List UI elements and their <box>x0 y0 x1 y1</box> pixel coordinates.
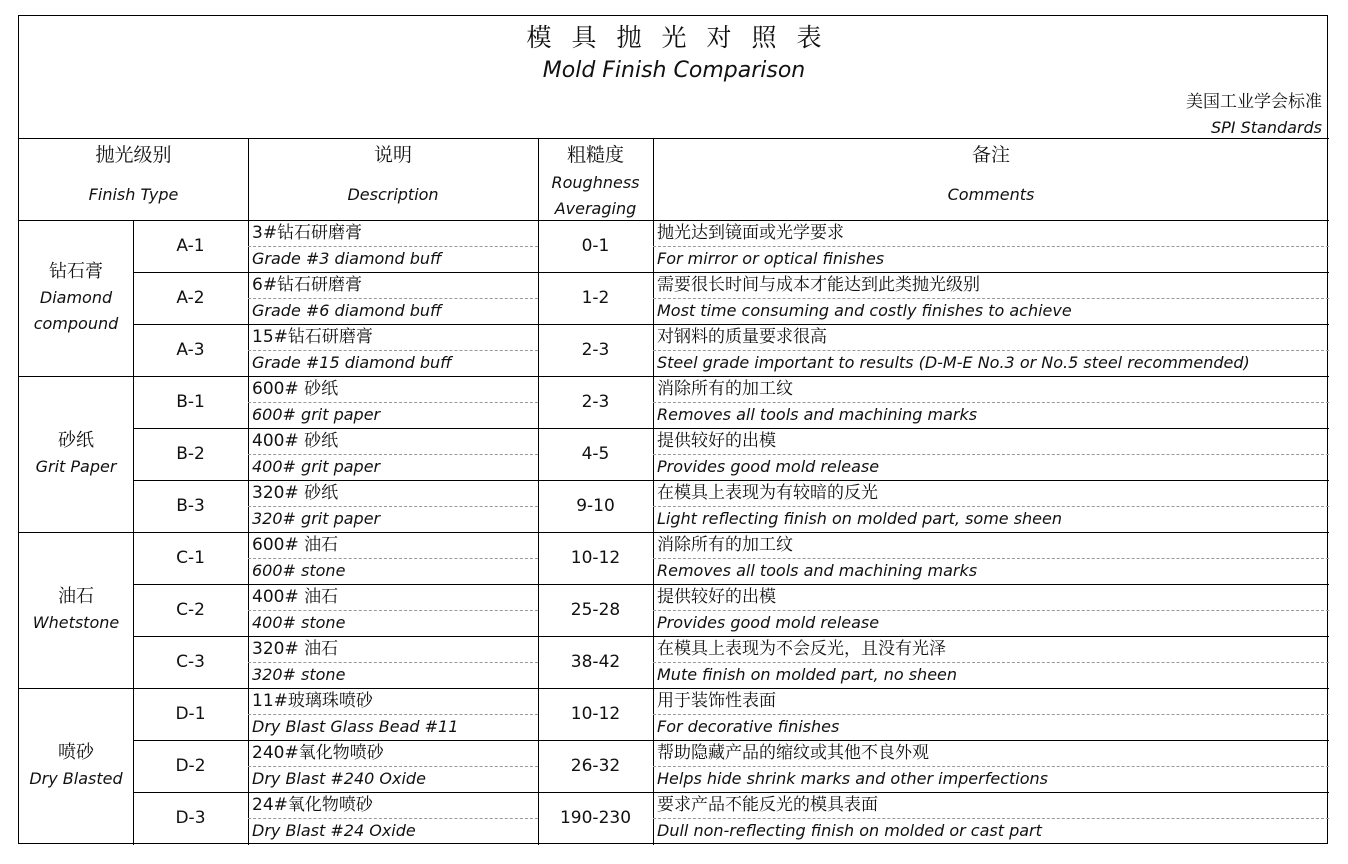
description-cn: 3#钻石研磨膏 <box>252 223 363 243</box>
description-en: Dry Blast Glass Bead #11 <box>252 717 459 736</box>
finish-code: B-2 <box>176 444 205 464</box>
header-divider <box>19 138 1329 139</box>
comment-en: For decorative finishes <box>657 717 840 736</box>
description-en: 400# stone <box>252 613 346 632</box>
finish-code: B-3 <box>176 496 205 516</box>
comment-cn: 在模具上表现为有较暗的反光 <box>657 483 878 503</box>
row-half-divider <box>248 246 538 247</box>
row-half-divider <box>248 662 538 663</box>
roughness-value: 38-42 <box>570 652 621 672</box>
comment-en: For mirror or optical finishes <box>657 249 885 268</box>
comment-en: Provides good mold release <box>657 613 880 632</box>
finish-group-name-en: Dry Blasted <box>29 769 123 788</box>
comment-en: Steel grade important to results (D-M-E No.3 or No.5 steel recommended) <box>657 353 1250 372</box>
finish-group-name-cn: 砂纸 <box>58 430 94 451</box>
roughness-value: 25-28 <box>570 600 621 620</box>
header-description-cn: 说明 <box>373 144 412 166</box>
row-half-divider <box>248 558 538 559</box>
row-half-divider <box>653 350 1329 351</box>
description-cn: 600# 砂纸 <box>252 379 339 399</box>
header-roughness-cn: 粗糙度 <box>566 144 624 166</box>
description-cn: 600# 油石 <box>252 535 339 555</box>
description-cn: 15#钻石研磨膏 <box>252 327 373 347</box>
comment-cn: 消除所有的加工纹 <box>657 535 793 555</box>
finish-group-name-en: Whetstone <box>32 613 120 632</box>
page-subtitle: Mold Finish Comparison <box>542 58 806 83</box>
row-half-divider <box>653 558 1329 559</box>
roughness-value: 10-12 <box>570 548 621 568</box>
roughness-value: 2-3 <box>581 392 610 412</box>
header-comments-cn: 备注 <box>971 144 1010 166</box>
finish-code: D-1 <box>175 704 206 724</box>
row-half-divider <box>653 298 1329 299</box>
comment-cn: 要求产品不能反光的模具表面 <box>657 795 878 815</box>
comment-cn: 提供较好的出模 <box>657 431 776 451</box>
description-en: Grade #3 diamond buff <box>252 249 442 268</box>
row-half-divider <box>248 298 538 299</box>
finish-group <box>19 376 133 532</box>
comment-cn: 抛光达到镜面或光学要求 <box>657 223 844 243</box>
page-title: 模具抛光对照表 <box>526 23 842 52</box>
comment-en: Most time consuming and costly finishes to achieve <box>657 301 1072 320</box>
header-finish-type-en: Finish Type <box>88 185 179 204</box>
description-en: Dry Blast #240 Oxide <box>252 769 426 788</box>
description-cn: 400# 砂纸 <box>252 431 339 451</box>
description-en: 600# grit paper <box>252 405 381 424</box>
description-en: 320# stone <box>252 665 346 684</box>
standard-label-en: SPI Standards <box>1210 118 1322 137</box>
roughness-value: 2-3 <box>581 340 610 360</box>
roughness-value: 0-1 <box>581 236 610 256</box>
header-description-en: Description <box>347 185 439 204</box>
description-cn: 320# 油石 <box>252 639 339 659</box>
row-half-divider <box>248 610 538 611</box>
finish-group-name-en: compound <box>33 314 119 333</box>
row-half-divider <box>653 402 1329 403</box>
description-en: 320# grit paper <box>252 509 381 528</box>
finish-code: D-2 <box>175 756 206 776</box>
row-half-divider <box>248 766 538 767</box>
row-half-divider <box>248 350 538 351</box>
finish-group-name-cn: 喷砂 <box>58 742 94 763</box>
finish-code: C-2 <box>176 600 205 620</box>
finish-group <box>19 220 133 376</box>
row-half-divider <box>248 402 538 403</box>
comment-cn: 消除所有的加工纹 <box>657 379 793 399</box>
description-en: 600# stone <box>252 561 346 580</box>
comment-cn: 对钢料的质量要求很高 <box>657 327 827 347</box>
header-averaging-en: Averaging <box>554 199 637 218</box>
comment-cn: 在模具上表现为不会反光，且没有光泽 <box>657 639 946 659</box>
comment-en: Light reflecting finish on molded part, some sheen <box>657 509 1063 528</box>
finish-comparison-table <box>18 15 1328 844</box>
row-half-divider <box>653 506 1329 507</box>
finish-code: B-1 <box>176 392 205 412</box>
roughness-value: 9-10 <box>576 496 615 516</box>
row-half-divider <box>248 506 538 507</box>
description-en: Grade #6 diamond buff <box>252 301 442 320</box>
header-roughness-en: Roughness <box>551 173 640 192</box>
comment-en: Removes all tools and machining marks <box>657 405 978 424</box>
description-cn: 320# 砂纸 <box>252 483 339 503</box>
description-cn: 240#氧化物喷砂 <box>252 743 384 763</box>
description-en: Grade #15 diamond buff <box>252 353 452 372</box>
column-divider <box>653 138 654 845</box>
row-half-divider <box>653 246 1329 247</box>
finish-group <box>19 532 133 688</box>
row-half-divider <box>653 766 1329 767</box>
finish-code: C-3 <box>176 652 205 672</box>
header-comments-en: Comments <box>947 185 1035 204</box>
comment-en: Dull non-reflecting finish on molded or cast part <box>657 821 1042 840</box>
description-cn: 11#玻璃珠喷砂 <box>252 691 373 711</box>
roughness-value: 1-2 <box>581 288 610 308</box>
row-half-divider <box>653 818 1329 819</box>
row-half-divider <box>653 454 1329 455</box>
comment-en: Provides good mold release <box>657 457 880 476</box>
comment-cn: 帮助隐藏产品的缩纹或其他不良外观 <box>657 743 929 763</box>
finish-code: A-1 <box>176 236 205 256</box>
comment-en: Helps hide shrink marks and other imperfections <box>657 769 1048 788</box>
description-en: Dry Blast #24 Oxide <box>252 821 416 840</box>
row-half-divider <box>653 714 1329 715</box>
finish-code: A-3 <box>176 340 205 360</box>
comment-cn: 需要很长时间与成本才能达到此类抛光级别 <box>657 275 980 295</box>
roughness-value: 4-5 <box>581 444 610 464</box>
finish-group-name-en: Grit Paper <box>35 457 117 476</box>
finish-group-name-en: Diamond <box>39 288 113 307</box>
roughness-value: 26-32 <box>570 756 621 776</box>
finish-code: C-1 <box>176 548 205 568</box>
roughness-value: 190-230 <box>559 808 632 828</box>
row-half-divider <box>248 818 538 819</box>
row-half-divider <box>653 610 1329 611</box>
row-half-divider <box>653 662 1329 663</box>
description-cn: 24#氧化物喷砂 <box>252 795 373 815</box>
finish-group-name-cn: 油石 <box>58 586 94 607</box>
row-half-divider <box>248 454 538 455</box>
roughness-value: 10-12 <box>570 704 621 724</box>
comment-en: Mute finish on molded part, no sheen <box>657 665 958 684</box>
standard-label-cn: 美国工业学会标准 <box>1186 92 1322 112</box>
row-half-divider <box>248 714 538 715</box>
description-cn: 400# 油石 <box>252 587 339 607</box>
column-divider <box>248 138 249 845</box>
finish-group-name-cn: 钻石膏 <box>49 261 103 282</box>
description-en: 400# grit paper <box>252 457 381 476</box>
finish-code: D-3 <box>175 808 206 828</box>
comment-cn: 用于装饰性表面 <box>657 691 776 711</box>
header-finish-type-cn: 抛光级别 <box>95 144 172 166</box>
finish-group <box>19 688 133 844</box>
comment-en: Removes all tools and machining marks <box>657 561 978 580</box>
finish-code: A-2 <box>176 288 205 308</box>
description-cn: 6#钻石研磨膏 <box>252 275 363 295</box>
comment-cn: 提供较好的出模 <box>657 587 776 607</box>
